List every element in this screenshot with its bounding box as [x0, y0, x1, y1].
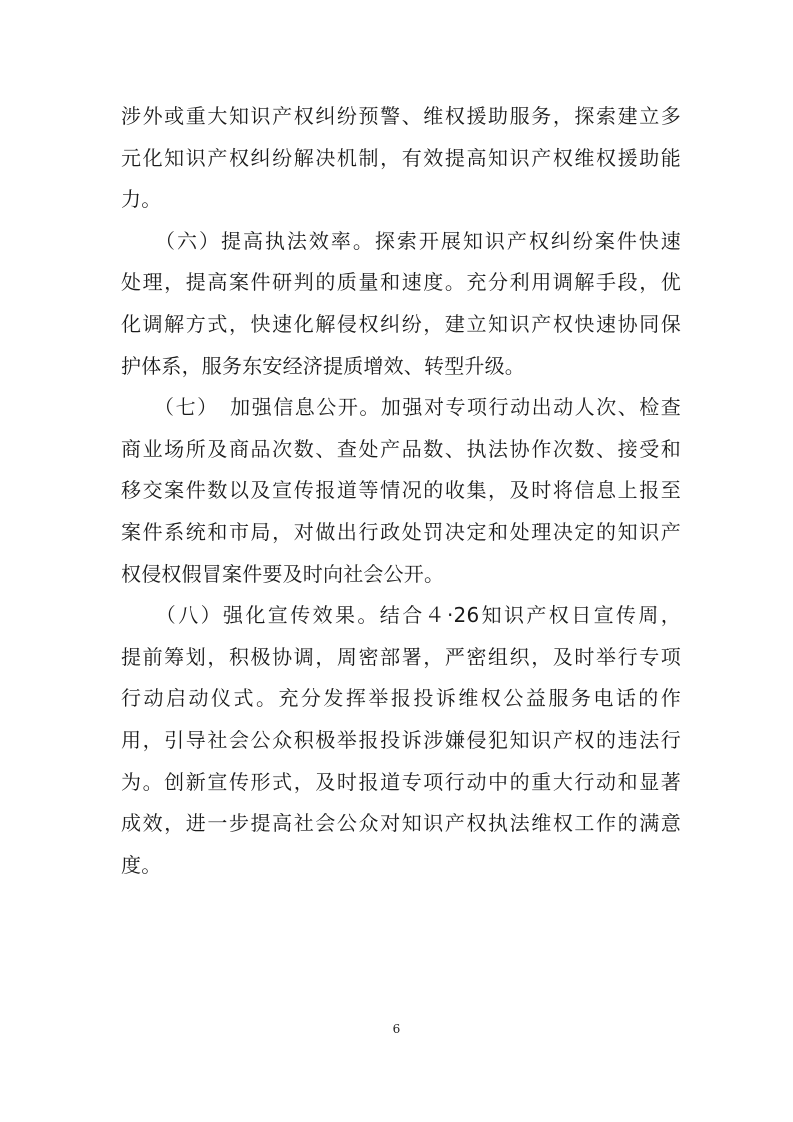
- text-line: 化调解方式，快速化解侵权纠纷，建立知识产权快速协同保: [121, 311, 681, 336]
- text-line: 行动启动仪式。充分发挥举报投诉维权公益服务电话的作: [121, 686, 681, 711]
- text-line: 力。: [121, 187, 162, 212]
- text-line: 权侵权假冒案件要及时向社会公开。: [121, 561, 445, 586]
- text-line: （八）强化宣传效果。结合４·26知识产权日宣传周，: [121, 603, 681, 628]
- text-line: （六）提高执法效率。探索开展知识产权纠纷案件快速: [121, 228, 681, 253]
- text-line: （七） 加强信息公开。加强对专项行动出动人次、检查: [121, 395, 681, 420]
- text-line: 提前筹划，积极协调，周密部署，严密组织，及时举行专项: [121, 644, 681, 669]
- text-line: 案件系统和市局，对做出行政处罚决定和处理决定的知识产: [121, 519, 681, 544]
- text-line: 为。创新宣传形式，及时报道专项行动中的重大行动和显著: [121, 769, 681, 794]
- text-line: 处理，提高案件研判的质量和速度。充分利用调解手段，优: [121, 270, 681, 295]
- page-number: 6: [392, 1022, 401, 1036]
- text-line: 护体系，服务东安经济提质增效、转型升级。: [121, 353, 525, 378]
- text-line: 涉外或重大知识产权纠纷预警、维权援助服务，探索建立多: [121, 104, 681, 128]
- text-line: 移交案件数以及宣传报道等情况的收集，及时将信息上报至: [121, 478, 681, 503]
- text-line: 商业场所及商品次数、查处产品数、执法协作次数、接受和: [121, 436, 681, 461]
- text-line: 度。: [121, 852, 162, 877]
- body-text: [121, 96, 681, 886]
- text-line: 元化知识产权纠纷解决机制，有效提高知识产权维权援助能: [121, 145, 681, 170]
- text-line: 用，引导社会公众积极举报投诉涉嫌侵犯知识产权的违法行: [121, 727, 681, 752]
- text-line: 成效，进一步提高社会公众对知识产权执法维权工作的满意: [121, 811, 681, 836]
